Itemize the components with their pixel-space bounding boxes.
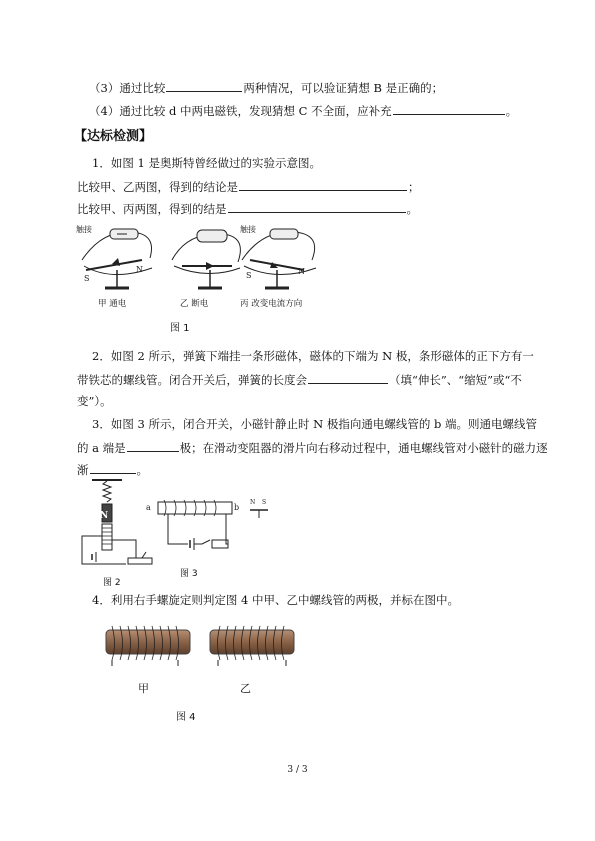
- figure-1-label: 图 1: [170, 323, 190, 334]
- panel-jia: [82, 229, 152, 288]
- figure-3-solenoid-circuit: [146, 496, 276, 556]
- section-heading: 【达标检测】: [74, 129, 153, 144]
- svg-text:a: a: [146, 503, 151, 512]
- paragraph-4: （4）通过比较 d 中两电磁铁，发现猜想 C 不全面，应补充 。: [89, 104, 518, 118]
- fill-blank[interactable]: [166, 79, 242, 92]
- fill-blank[interactable]: [228, 200, 406, 213]
- question-3-line-1: 3．如图 3 所示，闭合开关，小磁针静止时 N 极指向通电螺线管的 b 端。则通电螺线管: [92, 417, 537, 431]
- solenoid-yi: [210, 626, 294, 666]
- question-2-line-3: 变”）。: [77, 394, 112, 408]
- figure-3-label: 图 3: [180, 569, 198, 579]
- question-1-a: 比较甲、乙两图，得到的结论是 ；: [77, 180, 420, 194]
- caption-jia: 甲 通电: [98, 299, 127, 309]
- figure-2-label: 图 2: [103, 578, 121, 588]
- svg-text:S: S: [84, 274, 90, 283]
- svg-text:S: S: [246, 271, 252, 280]
- paragraph-3: （3）通过比较 两种情况，可以验证猜想 B 是正确的；: [89, 81, 444, 95]
- label-jia: 甲: [138, 682, 149, 695]
- svg-text:触接: 触接: [240, 225, 256, 234]
- question-2-line-1: 2．如图 2 所示，弹簧下端挂一条形磁体，磁体的下端为 N 极，条形磁体的正下方有一: [92, 349, 534, 363]
- svg-text:N: N: [250, 499, 256, 506]
- question-3-line-3: 渐 。: [77, 463, 148, 477]
- solenoid-jia: [106, 626, 190, 666]
- caption-yi: 乙 断电: [180, 299, 209, 309]
- page-number: 3 / 3: [287, 765, 308, 775]
- label-yi: 乙: [240, 682, 251, 695]
- figure-4-label: 图 4: [176, 712, 196, 723]
- question-4-stem: 4．利用右手螺旋定则判定图 4 中甲、乙中螺线管的两极，并标在图中。: [92, 593, 459, 607]
- svg-text:b: b: [234, 503, 240, 512]
- fill-blank[interactable]: [393, 102, 505, 115]
- svg-text:触接: 触接: [76, 225, 92, 234]
- svg-text:N: N: [298, 267, 305, 276]
- question-2-line-2: 带铁芯的螺线管。闭合开关后，弹簧的长度会 （填“伸长”、“缩短”或“不: [77, 373, 522, 387]
- fill-blank[interactable]: [127, 439, 179, 452]
- fill-blank[interactable]: [308, 371, 388, 384]
- svg-text:N: N: [136, 265, 143, 274]
- svg-text:S: S: [262, 499, 267, 506]
- panel-bing: [242, 229, 316, 288]
- question-3-line-2: 的 a 端是 极；在滑动变阻器的滑片向右移动过程中，通电螺线管对小磁针的磁力逐: [77, 441, 548, 455]
- figure-4-solenoids: [100, 620, 300, 668]
- fill-blank[interactable]: [90, 461, 136, 474]
- caption-bing: 丙 改变电流方向: [240, 299, 303, 309]
- panel-yi: [172, 230, 240, 288]
- svg-text:N: N: [100, 511, 109, 521]
- question-1-stem: 1．如图 1 是奥斯特曾经做过的实验示意图。: [92, 156, 321, 170]
- fill-blank[interactable]: [239, 178, 407, 191]
- question-1-b: 比较甲、丙两图，得到的结是 。: [77, 202, 418, 216]
